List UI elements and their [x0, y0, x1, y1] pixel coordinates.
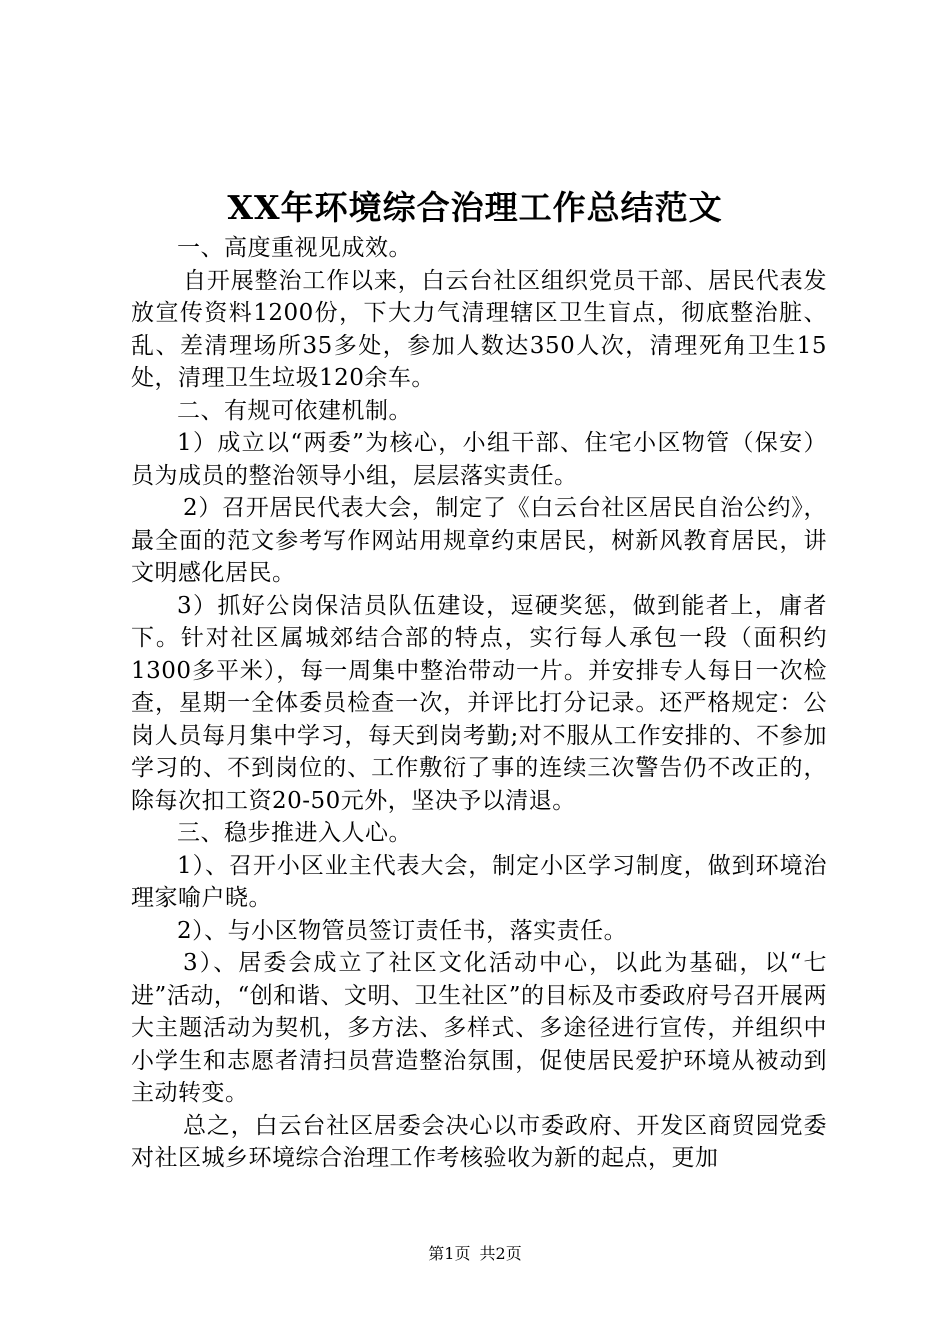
- section-heading: 二、有规可依建机制。: [177, 397, 412, 424]
- document-body: [131, 232, 827, 1175]
- paragraph: 自开展整治工作以来，白云台社区组织党员干部、居民代表发放宣传资料1200份，下大力气清理辖区卫生盲点，彻底整治脏、乱、差清理场所35多处，参加人数达350人次，清理死角卫生15处，清理卫生垃圾120余车。: [131, 267, 827, 391]
- paragraph: 3）抓好公岗保洁员队伍建设，逗硬奖惩，做到能者上，庸者下。针对社区属城郊结合部的特点，实行每人承包一段（面积约1300多平米），每一周集中整治带动一片。并安排专人每日一次检查，星期一全体委员检查一次，并评比打分记录。还严格规定：公岗人员每月集中学习，每天到岗考勤;对不服从工作安排的、不参加学习的、不到岗位的、工作敷衍了事的连续三次警告仍不改正的，除每次扣工资20-50元外，坚决予以清退。: [131, 592, 827, 814]
- page-number: 第1页: [428, 1244, 471, 1263]
- paragraph: 3）、居委会成立了社区文化活动中心，以此为基础，以“七进”活动，“创和谐、文明、卫生社区”的目标及市委政府号召开展两大主题活动为契机，多方法、多样式、多途径进行宣传，并组织中小学生和志愿者清扫员营造整治氛围，促使居民爱护环境从被动到主动转变。: [131, 950, 827, 1106]
- paragraph: 1）成立以“两委”为核心，小组干部、住宅小区物管（保安）员为成员的整治领导小组，层层落实责任。: [131, 430, 827, 489]
- paragraph: 2）召开居民代表大会，制定了《白云台社区居民自治公约》，最全面的范文参考写作网站用规章约束居民，树新风教育居民，讲文明感化居民。: [131, 495, 827, 586]
- document-title: XX年环境综合治理工作总结范文: [227, 188, 723, 227]
- section-heading: 三、稳步推进入人心。: [177, 820, 412, 846]
- paragraph: 总之，白云台社区居委会决心以市委政府、开发区商贸园党委对社区城乡环境综合治理工作考核验收为新的起点，更加: [131, 1112, 827, 1171]
- section-heading: 一、高度重视见成效。: [177, 235, 412, 261]
- page-total: 共2页: [479, 1244, 522, 1263]
- paragraph: 2）、与小区物管员签订责任书，落实责任。: [177, 917, 628, 944]
- page-footer: [0, 1243, 950, 1265]
- paragraph: 1）、召开小区业主代表大会，制定小区学习制度，做到环境治理家喻户晓。: [131, 852, 827, 911]
